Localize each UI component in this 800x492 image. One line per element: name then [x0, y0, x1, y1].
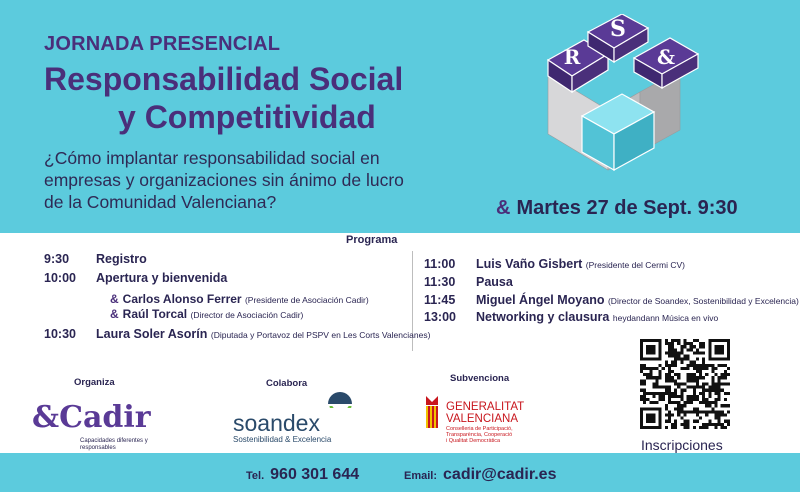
program-time: 11:30	[424, 275, 456, 289]
colabora-label: Colabora	[266, 378, 308, 389]
program-time: 10:30	[44, 327, 76, 341]
program-detail: heydandann Música en vivo	[612, 313, 719, 323]
cadir-ampersand-icon: &	[496, 197, 511, 219]
program-speaker	[110, 292, 369, 306]
generalitat-crest-icon	[422, 394, 442, 434]
speaker-role: (Presidente de Asociación Cadir)	[244, 295, 369, 305]
program-item	[424, 293, 799, 307]
qr-code-icon[interactable]	[640, 339, 730, 429]
program-detail: (Presidente del Cermi CV)	[585, 260, 685, 270]
cadir-wordmark: Cadir	[59, 400, 151, 435]
soandex-tagline: Sostenibilidad & Excelencia	[233, 435, 332, 444]
speaker-name: Carlos Alonso Ferrer	[122, 292, 242, 306]
organiza-label: Organiza	[74, 377, 115, 388]
event-title-line1: Responsabilidad Social	[44, 61, 404, 97]
program-time: 13:00	[424, 310, 456, 324]
program-item	[424, 257, 685, 271]
cadir-ampersand-icon: &	[110, 292, 119, 306]
program-item	[424, 310, 718, 324]
cadir-ampersand-icon: &	[32, 400, 60, 435]
program-heading: Programa	[346, 234, 398, 246]
footer-phone	[246, 466, 359, 484]
logo-letter-amp: &	[656, 45, 676, 69]
program-title: Laura Soler Asorín	[96, 327, 208, 341]
rsc-cube-logo	[530, 14, 720, 184]
soandex-wordmark: soandex	[233, 410, 320, 436]
cadir-logo	[32, 400, 151, 451]
speaker-role: (Director de Asociación Cadir)	[190, 310, 304, 320]
event-question: ¿Cómo implantar responsabilidad social en empresas y organizaciones sin ánimo de lucro de la Comunidad Valenciana?	[44, 148, 404, 212]
event-date-text: Martes 27 de Sept. 9:30	[516, 197, 738, 219]
tel-number[interactable]: 960 301 644	[270, 466, 360, 483]
footer-email	[404, 466, 556, 484]
program-title: Apertura y bienvenida	[96, 271, 228, 285]
program-time: 10:00	[44, 271, 76, 285]
footer-band	[0, 453, 800, 492]
logo-letter-r: R	[563, 45, 581, 69]
generalitat-name: GENERALITAT VALENCIANA	[446, 401, 525, 425]
speaker-name: Raúl Torcal	[122, 307, 188, 321]
program-item	[44, 252, 147, 266]
registration-label: Inscripciones	[641, 437, 723, 453]
generalitat-logo	[422, 394, 525, 444]
event-type: JORNADA PRESENCIAL	[44, 33, 281, 55]
email-address[interactable]: cadir@cadir.es	[443, 466, 557, 483]
generalitat-department: Conselleria de Participació, Transparència, Cooperació i Qualitat Democràtica	[446, 426, 513, 444]
program-detail: (Director de Soandex, Sostenibilidad y Excelencia)	[607, 296, 799, 306]
subvenciona-label: Subvenciona	[450, 373, 510, 384]
program-title: Networking y clausura	[476, 310, 610, 324]
event-title-line2: y Competitividad	[118, 99, 376, 135]
program-detail: (Diputada y Portavoz del PSPV en Les Corts Valencianes)	[210, 330, 431, 340]
program-title: Registro	[96, 252, 147, 266]
soandex-globe-icon	[326, 386, 354, 408]
program-time: 11:00	[424, 257, 456, 271]
event-date	[496, 197, 738, 220]
logo-letter-s: S	[610, 16, 626, 42]
program-time: 9:30	[44, 252, 70, 266]
program-title: Pausa	[476, 275, 513, 289]
program-title: Luis Vaño Gisbert	[476, 257, 583, 271]
program-item	[424, 275, 513, 289]
program-time: 11:45	[424, 293, 456, 307]
cadir-ampersand-icon: &	[110, 307, 119, 321]
tel-label: Tel.	[246, 470, 265, 482]
program-item	[44, 271, 227, 285]
program-speaker	[110, 307, 303, 321]
program-title: Miguel Ángel Moyano	[476, 293, 605, 307]
cadir-tagline: Capacidades diferentes y responsables	[80, 438, 148, 451]
program-item	[44, 327, 430, 341]
email-label: Email:	[404, 470, 438, 482]
soandex-logo	[233, 410, 331, 444]
